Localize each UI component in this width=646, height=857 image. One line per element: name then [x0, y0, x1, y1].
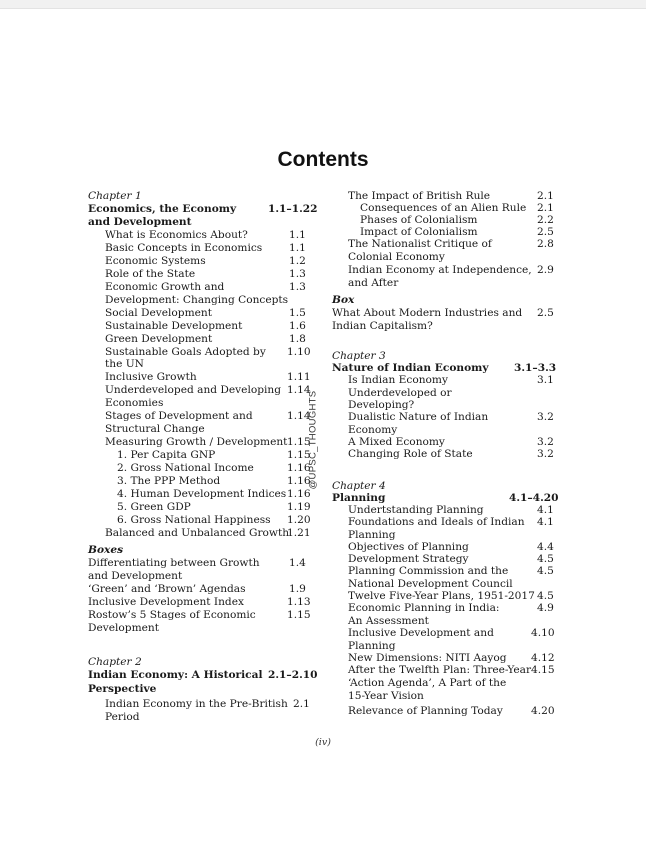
toc-page: 4.9 [537, 602, 554, 614]
viewer-top-bar [0, 0, 646, 9]
toc-entry-cont: Developing? [348, 399, 415, 411]
toc-page: 2.1 [537, 190, 554, 202]
toc-entry: Economic Systems [105, 255, 206, 267]
toc-entry: A Mixed Economy [348, 436, 445, 448]
toc-subentry: Impact of Colonialism [360, 226, 478, 238]
chapter-2-title: Indian Economy: A Historical [88, 669, 263, 681]
toc-page: 1.3 [289, 268, 306, 280]
toc-entry-cont: Economy [348, 424, 398, 436]
toc-page: 1.19 [287, 501, 311, 513]
toc-page: 3.1 [537, 374, 554, 386]
toc-entry-cont: An Assessment [348, 615, 429, 627]
toc-page: 1.1 [289, 242, 306, 254]
toc-page: 4.15 [531, 664, 555, 676]
chapter-4-label: Chapter 4 [332, 480, 386, 492]
toc-subentry: 2. Gross National Income [117, 462, 254, 474]
toc-entry: Is Indian Economy [348, 374, 448, 386]
toc-entry: Role of the State [105, 268, 196, 280]
toc-subentry: 1. Per Capita GNP [117, 449, 216, 461]
toc-entry-cont: Planning [348, 529, 396, 541]
toc-subentry: 3. The PPP Method [117, 475, 221, 487]
toc-page: 1.3 [289, 281, 306, 293]
toc-page: 1.5 [289, 307, 306, 319]
chapter-2-title-cont: Perspective [88, 683, 157, 695]
toc-page: 1.15 [287, 436, 311, 448]
toc-entry: Undertstanding Planning [348, 504, 484, 516]
toc-page: 4.1 [537, 516, 554, 528]
toc-entry: Green Development [105, 333, 213, 345]
toc-page: 2.2 [537, 214, 554, 226]
toc-entry: Sustainable Development [105, 320, 243, 332]
toc-entry-cont: Period [105, 711, 140, 723]
toc-entry: Inclusive Development and [348, 627, 494, 639]
toc-page: 1.14 [287, 384, 311, 396]
chapter-2-range: 2.1–2.10 [268, 669, 318, 681]
toc-entry: Economic Growth and [105, 281, 225, 293]
toc-entry: The Impact of British Rule [348, 190, 491, 202]
toc-page: 1.11 [287, 371, 311, 383]
toc-entry: Basic Concepts in Economics [105, 242, 263, 254]
toc-page: 1.16 [287, 475, 311, 487]
chapter-4-title: Planning [332, 492, 386, 504]
toc-entry: Indian Economy at Independence, [348, 264, 532, 276]
toc-entry: Development Strategy [348, 553, 469, 565]
boxes-label: Boxes [88, 544, 124, 556]
toc-subentry: Phases of Colonialism [360, 214, 478, 226]
toc-entry-cont: Indian Capitalism? [332, 320, 433, 332]
toc-entry: Dualistic Nature of Indian [348, 411, 489, 423]
toc-page: 4.12 [531, 652, 555, 664]
toc-subentry: Consequences of an Alien Rule [360, 202, 527, 214]
toc-page: 1.2 [289, 255, 306, 267]
toc-page: 1.9 [289, 583, 306, 595]
toc-page: 2.5 [537, 307, 554, 319]
chapter-3-label: Chapter 3 [332, 350, 386, 362]
toc-entry: Indian Economy in the Pre-British [105, 698, 288, 710]
toc-page: 3.2 [537, 436, 554, 448]
toc-page: 1.13 [287, 596, 311, 608]
toc-entry: Planning Commission and the [348, 565, 509, 577]
toc-page: 4.5 [537, 553, 554, 565]
toc-page: 1.1 [289, 229, 306, 241]
toc-page: 4.1 [537, 504, 554, 516]
toc-page: 2.5 [537, 226, 554, 238]
toc-page: 2.1 [537, 202, 554, 214]
toc-page: 4.5 [537, 590, 554, 602]
watermark-text: @UPSC_THOUGHTS [307, 390, 319, 490]
toc-page: 3.2 [537, 448, 554, 460]
chapter-1-title: Economics, the Economy [88, 203, 237, 215]
toc-entry: New Dimensions: NITI Aayog [348, 652, 507, 664]
toc-page: 1.15 [287, 609, 311, 621]
toc-entry: What About Modern Industries and [332, 307, 523, 319]
chapter-2-label: Chapter 2 [88, 656, 142, 668]
toc-entry: After the Twelfth Plan: Three-Year [348, 664, 532, 676]
toc-entry-cont: Planning [348, 640, 396, 652]
toc-entry-cont: Economies [105, 397, 164, 409]
toc-page: 2.9 [537, 264, 554, 276]
toc-page: 4.5 [537, 565, 554, 577]
toc-page: 1.15 [287, 449, 311, 461]
toc-entry: Stages of Development and [105, 410, 253, 422]
toc-entry-cont: Development [88, 622, 159, 634]
toc-page: 2.1 [293, 698, 310, 710]
toc-entry: Differentiating between Growth [88, 557, 260, 569]
toc-page: 4.10 [531, 627, 555, 639]
toc-entry: Economic Planning in India: [348, 602, 500, 614]
toc-subentry: 5. Green GDP [117, 501, 191, 513]
page-number: (iv) [315, 737, 331, 748]
toc-page: 3.2 [537, 411, 554, 423]
box-label: Box [332, 294, 355, 306]
toc-entry: Social Development [105, 307, 212, 319]
toc-subentry: 6. Gross National Happiness [117, 514, 271, 526]
toc-entry: Rostow’s 5 Stages of Economic [88, 609, 256, 621]
toc-entry: Balanced and Unbalanced Growth [105, 527, 290, 539]
chapter-4-range: 4.1–4.20 [509, 492, 559, 504]
toc-page: 4.20 [531, 705, 555, 717]
toc-page: 1.21 [287, 527, 311, 539]
chapter-3-range: 3.1–3.3 [514, 362, 557, 374]
toc-entry-cont: Structural Change [105, 423, 205, 435]
toc-entry: Underdeveloped and Developing [105, 384, 281, 396]
toc-entry-cont: and Development [88, 570, 183, 582]
toc-entry-cont: Colonial Economy [348, 251, 445, 263]
toc-entry: Measuring Growth / Development [105, 436, 288, 448]
toc-entry: Foundations and Ideals of Indian [348, 516, 525, 528]
toc-entry: ‘Green’ and ‘Brown’ Agendas [88, 583, 246, 595]
toc-entry: What is Economics About? [105, 229, 248, 241]
toc-page: 1.14 [287, 410, 311, 422]
toc-page: 1.6 [289, 320, 306, 332]
toc-page: 2.8 [537, 238, 554, 250]
toc-entry-cont: ‘Action Agenda’, A Part of the [348, 677, 507, 689]
toc-subentry: 4. Human Development Indices [117, 488, 287, 500]
chapter-1-label: Chapter 1 [88, 190, 142, 202]
toc-entry-cont: Development: Changing Concepts [105, 294, 289, 306]
toc-entry: Changing Role of State [348, 448, 473, 460]
toc-page: 1.10 [287, 346, 311, 358]
toc-entry-cont: National Development Council [348, 578, 513, 590]
toc-page: 1.16 [287, 488, 311, 500]
toc-entry: Twelve Five-Year Plans, 1951-2017 [348, 590, 535, 602]
toc-page: 1.16 [287, 462, 311, 474]
chapter-1-range: 1.1–1.22 [268, 203, 318, 215]
toc-page: 4.4 [537, 541, 554, 553]
chapter-3-title: Nature of Indian Economy [332, 362, 489, 374]
toc-page: 1.8 [289, 333, 306, 345]
toc-entry: Inclusive Development Index [88, 596, 244, 608]
toc-entry: Sustainable Goals Adopted by [105, 346, 266, 358]
toc-entry-cont: 15-Year Vision [348, 690, 424, 702]
toc-entry: Inclusive Growth [105, 371, 197, 383]
page-title: Contents [277, 148, 369, 171]
toc-page: 1.4 [289, 557, 306, 569]
toc-entry: Relevance of Planning Today [348, 705, 503, 717]
chapter-1-title-cont: and Development [88, 216, 192, 228]
toc-entry-cont: the UN [105, 358, 144, 370]
toc-entry-cont: Underdeveloped or [348, 387, 452, 399]
toc-entry-cont: and After [348, 277, 399, 289]
toc-page: 1.20 [287, 514, 311, 526]
toc-entry: Objectives of Planning [348, 541, 469, 553]
toc-entry: The Nationalist Critique of [348, 238, 492, 250]
